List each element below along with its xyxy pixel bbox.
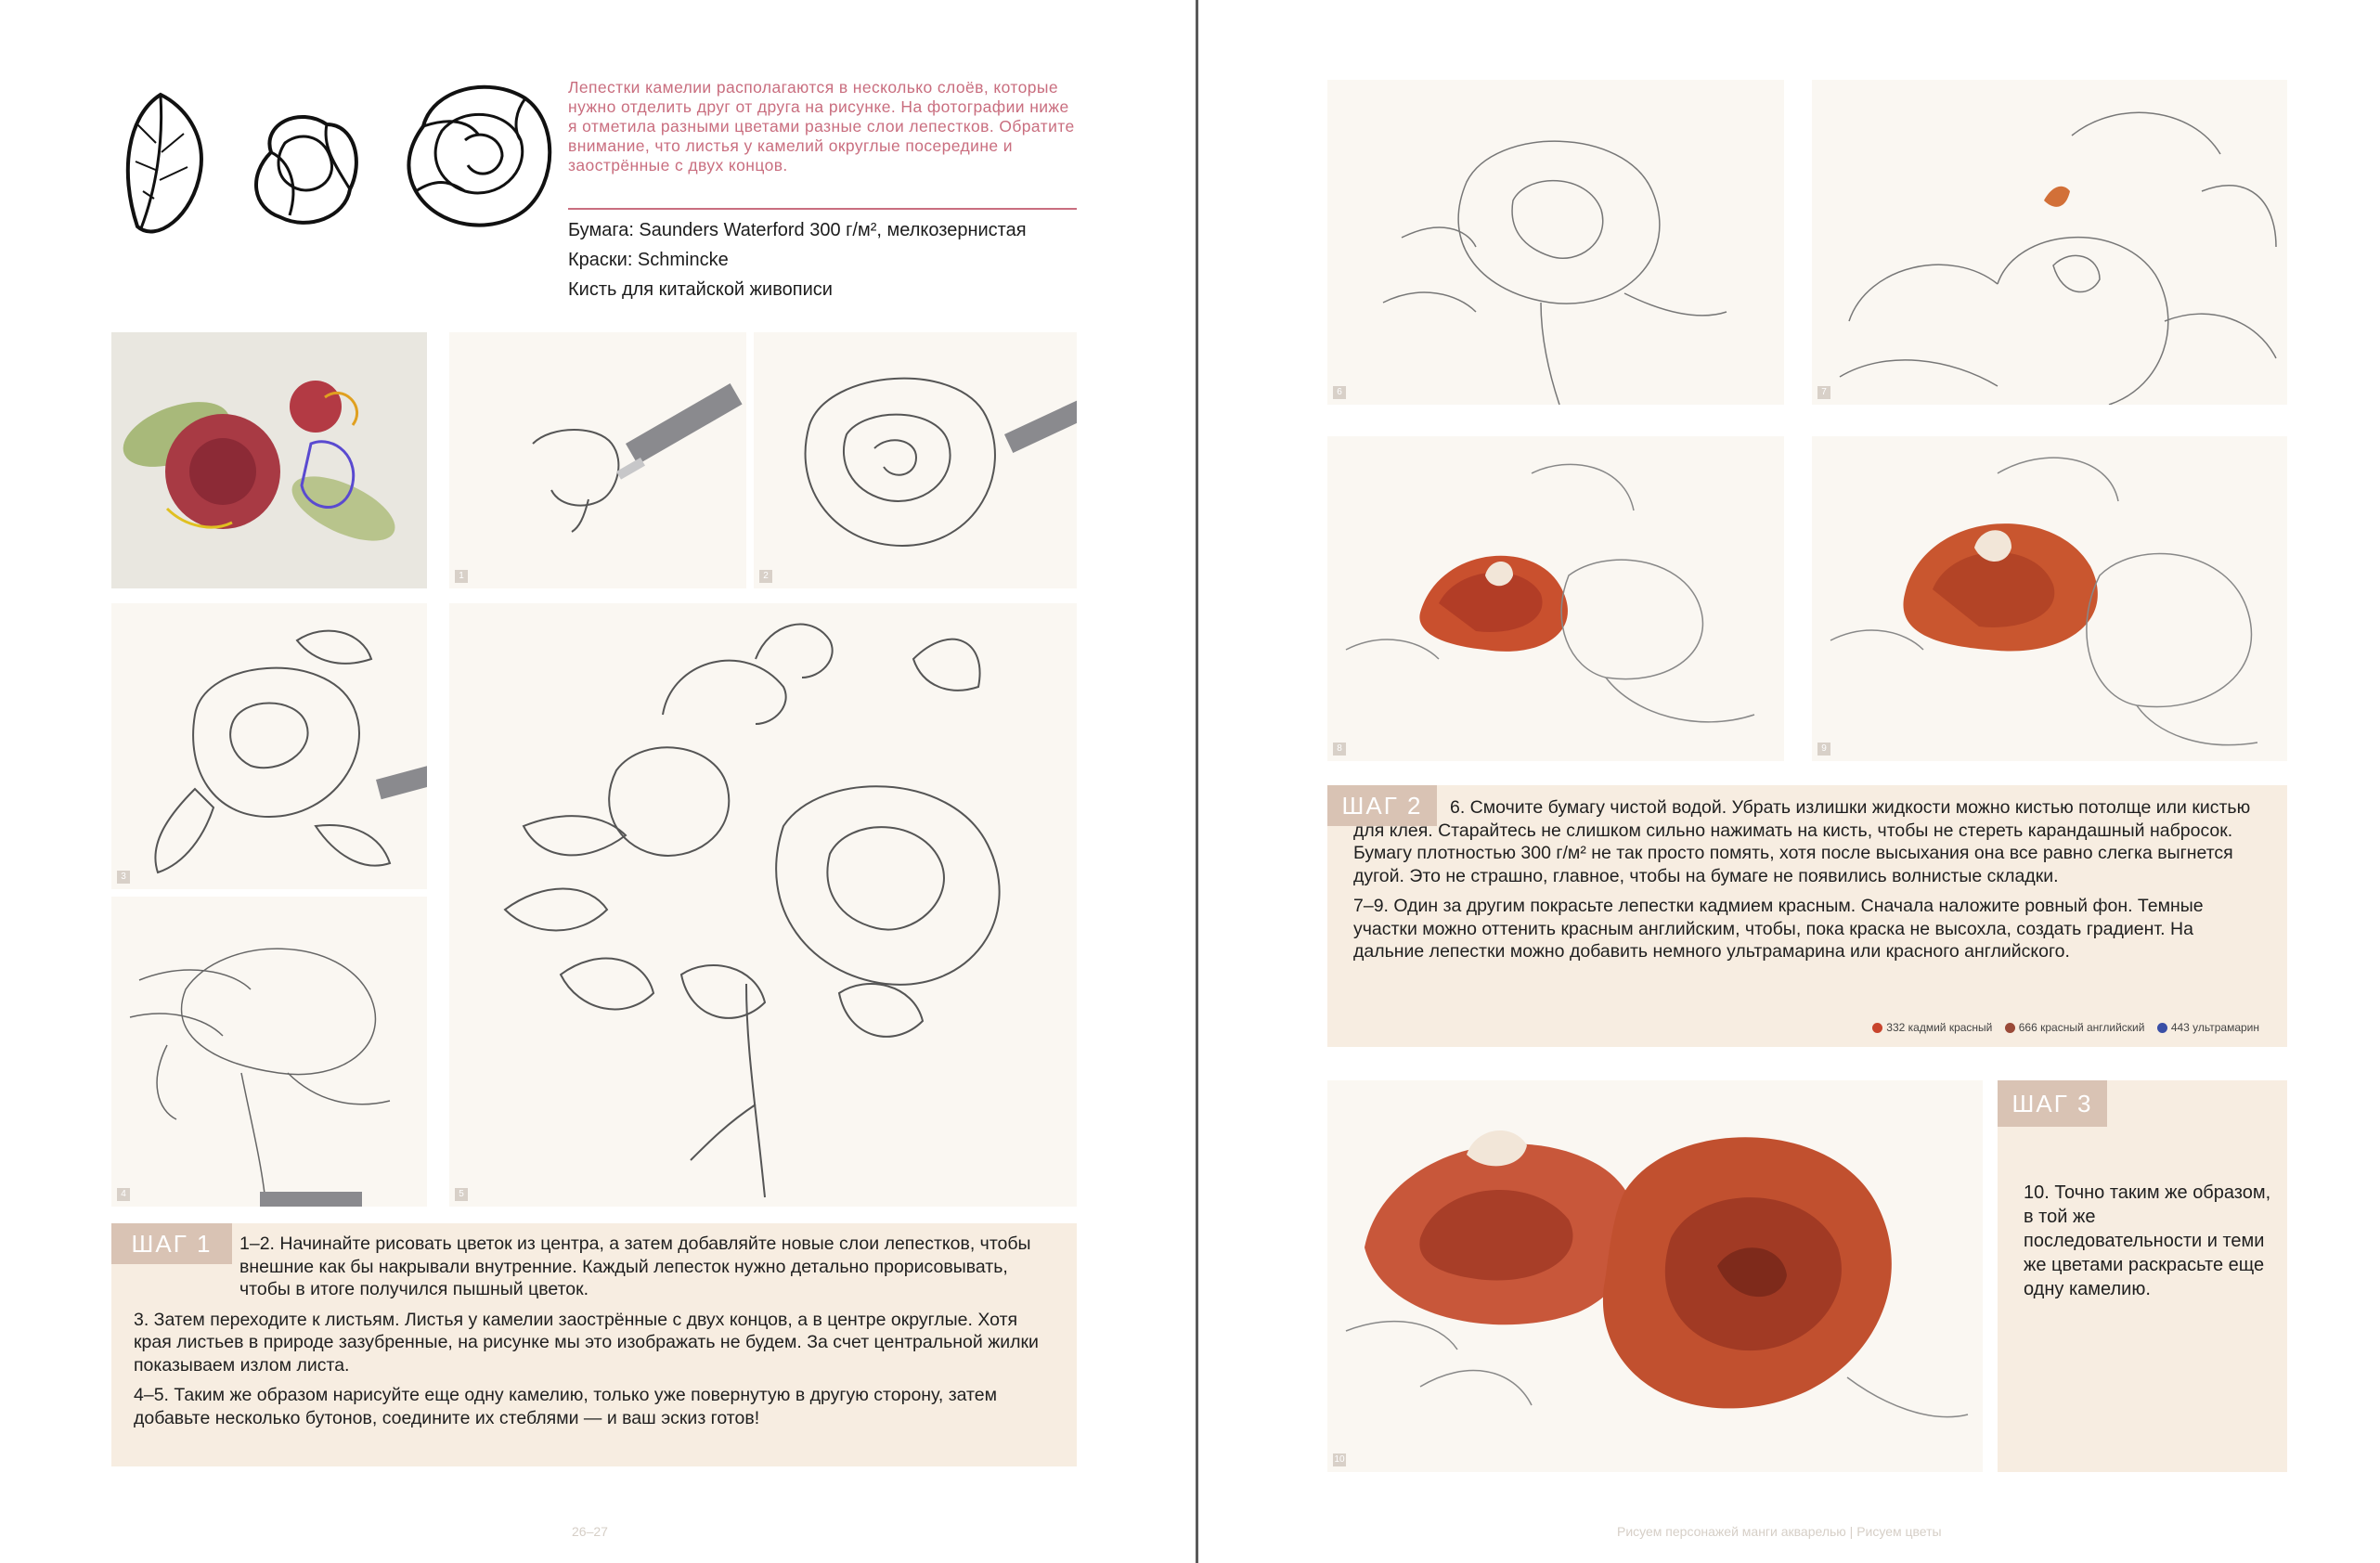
photo-number: 8	[1333, 743, 1346, 756]
photo-number: 6	[1333, 386, 1346, 399]
photo-number: 7	[1817, 386, 1830, 399]
step-photo-5	[449, 603, 1077, 1207]
step-photo-6	[1327, 80, 1784, 405]
intro-text: Лепестки камелии располагаются в несколько слоёв, которые нужно отделить друг от друга на рисунке. На фотографии ниже я отметила разными цветами разные слои лепестков. Обратите внимание, что листья у камелий округлые посередине и заострённые с двух концов.	[568, 78, 1075, 174]
brush-info: Кисть для китайской живописи	[568, 279, 833, 300]
paints-info: Краски: Schmincke	[568, 250, 729, 270]
step-1-paragraph: 3. Затем переходите к листьям. Листья у камелии заострённые с двух концов, а в центре округлые. Хотя края листьев в природе зазубренные, на рисунке мы это изображать не будем. За счет центральной жилки показываем излом листа.	[134, 1309, 1039, 1376]
flower-sketch	[395, 71, 563, 238]
step-photo-4	[111, 897, 427, 1207]
step-3-panel	[1998, 1080, 2287, 1472]
step-photo-3	[111, 603, 427, 889]
paint-name: 332 кадмий красный	[1886, 1021, 1993, 1034]
step-1-paragraph: 4–5. Таким же образом нарисуйте еще одну камелию, только уже повернутую в другую сторону, затем добавьте несколько бутонов, соедините их стеблями — и ваш эскиз готов!	[134, 1385, 998, 1428]
photo-number: 2	[759, 570, 772, 583]
step-2-text	[1353, 796, 2267, 971]
step-2-panel	[1327, 785, 2287, 1047]
step-1-panel	[111, 1223, 1077, 1466]
photo-number: 5	[455, 1188, 468, 1201]
step-photo-9	[1812, 436, 2287, 761]
leaf-sketch	[110, 87, 212, 245]
step-photo-10	[1327, 1080, 1983, 1472]
book-spine	[1196, 0, 1198, 1563]
paint-name: 443 ультрамарин	[2170, 1021, 2259, 1034]
step-1-paragraph: 1–2. Начинайте рисовать цветок из центра, а затем добавляйте новые слои лепестков, чтобы внешние как бы накрывали внутренние. Каждый лепесток нужно детально прорисовывать, чтобы в итоге получился пышный цветок.	[239, 1234, 1031, 1299]
step-2-label: ШАГ 2	[1327, 785, 1437, 826]
paint-name: 666 красный английский	[2018, 1021, 2145, 1034]
paint-swatch	[2157, 1023, 2167, 1033]
photo-number: 1	[455, 570, 468, 583]
reference-photo	[111, 332, 427, 588]
photo-number: 10	[1334, 1454, 1345, 1465]
step-2-paragraph: 6. Смочите бумагу чистой водой. Убрать излишки жидкости можно кистью потолще или кистью для клея. Старайтесь не слишком сильно нажимать на кисть, чтобы не стереть карандашный набросок. Бумагу плотностью 300 г/м² не так просто помять, хотя после высыхания она все равно слегка выгнется дугой. Это не страшно, главное, чтобы на бумаге не появились волнистые складки.	[1353, 797, 2251, 886]
divider	[568, 208, 1077, 210]
right-page	[1199, 0, 2380, 1563]
photo-number: 3	[117, 871, 130, 884]
step-2-paragraph: 7–9. Один за другим покрасьте лепестки кадмием красным. Сначала наложите ровный фон. Темные участки можно оттенить красным английским, чтобы, пока краска не высохла, создать градиент. На дальние лепестки можно добавить немного ультрамарина или красного английского.	[1353, 896, 2204, 962]
step-3-text: 10. Точно таким же образом, в той же последовательности и теми же цветами раскрасьте еще одну камелию.	[2024, 1182, 2271, 1299]
bud-sketch	[234, 97, 373, 236]
materials-list	[568, 215, 1088, 304]
step-photo-1	[449, 332, 746, 588]
page-number: 26–27	[572, 1524, 608, 1539]
paint-swatch	[2005, 1023, 2015, 1033]
step-photo-8	[1327, 436, 1784, 761]
paint-legend	[1863, 1021, 2259, 1034]
paint-swatch	[1872, 1023, 1882, 1033]
running-footer: Рисуем персонажей манги акварелью | Рисуем цветы	[1617, 1524, 1942, 1539]
photo-number: 4	[117, 1188, 130, 1201]
step-photo-7	[1812, 80, 2287, 405]
step-3-label: ШАГ 3	[1998, 1080, 2107, 1127]
photo-number: 9	[1817, 743, 1830, 756]
step-photo-2	[754, 332, 1077, 588]
step-1-label: ШАГ 1	[111, 1223, 232, 1264]
paper-info: Бумага: Saunders Waterford 300 г/м², мелкозернистая	[568, 220, 1027, 240]
